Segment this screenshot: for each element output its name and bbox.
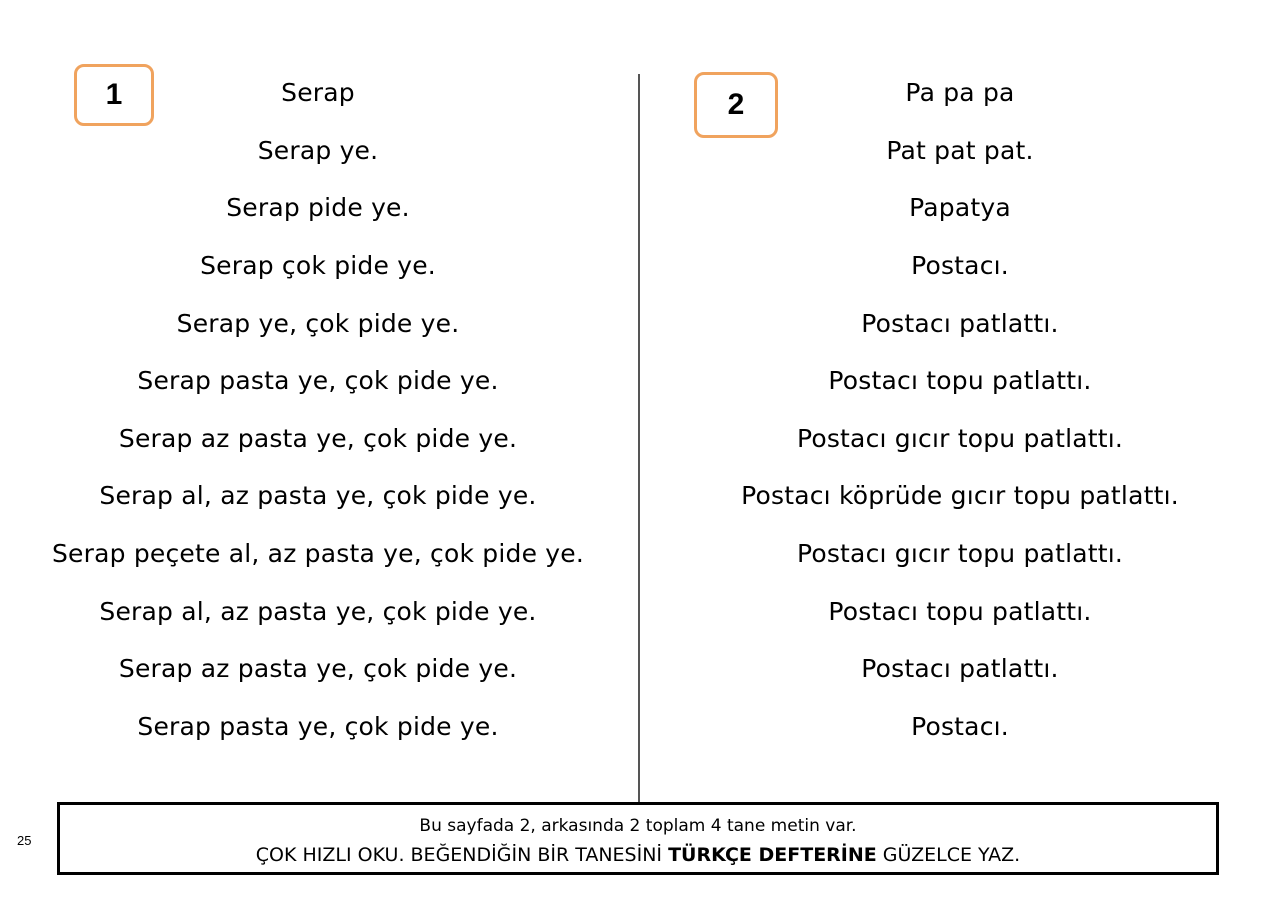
- text-2-line: Pat pat pat.: [886, 136, 1034, 165]
- instruction-text-end: GÜZELCE YAZ.: [876, 844, 1021, 866]
- text-1-line: Serap az pasta ye, çok pide ye.: [118, 424, 518, 453]
- instruction-emphasis: TÜRKÇE DEFTERİNE: [668, 844, 877, 866]
- text-2-line: Postacı.: [911, 712, 1009, 741]
- text-number-2-badge: 2: [694, 72, 778, 138]
- text-2-line: Postacı köprüde gıcır topu patlattı.: [741, 481, 1179, 510]
- instruction-line-1: Bu sayfada 2, arkasında 2 toplam 4 tane metin var.: [419, 816, 857, 836]
- column-divider: [638, 74, 640, 802]
- text-2-line: Papatya: [909, 193, 1011, 222]
- text-2-line: Postacı patlattı.: [861, 654, 1059, 683]
- text-1-line: Serap pasta ye, çok pide ye.: [137, 366, 499, 395]
- text-1-line: Serap: [281, 78, 355, 107]
- instruction-box: [57, 802, 1219, 875]
- text-1-line: Serap al, az pasta ye, çok pide ye.: [99, 481, 537, 510]
- text-2-line: Postacı patlattı.: [861, 309, 1059, 338]
- text-1-line: Serap peçete al, az pasta ye, çok pide ye.: [51, 539, 585, 568]
- text-1-line: Serap ye, çok pide ye.: [176, 309, 460, 338]
- text-2-line: Postacı gıcır topu patlattı.: [796, 424, 1124, 453]
- text-2-line: Postacı topu patlattı.: [828, 366, 1092, 395]
- text-2-line: Postacı gıcır topu patlattı.: [796, 539, 1124, 568]
- text-1-line: Serap ye.: [257, 136, 379, 165]
- instruction-text: ÇOK HIZLI OKU. BEĞENDİĞİN BİR TANESİNİ: [255, 844, 669, 866]
- text-1-line: Serap az pasta ye, çok pide ye.: [118, 654, 518, 683]
- text-2-line: Postacı.: [911, 251, 1009, 280]
- text-1-line: Serap çok pide ye.: [200, 251, 436, 280]
- text-1-line: Serap al, az pasta ye, çok pide ye.: [99, 597, 537, 626]
- page-number: 25: [17, 833, 32, 848]
- instruction-line-2: [60, 843, 1216, 867]
- text-1-line: Serap pasta ye, çok pide ye.: [137, 712, 499, 741]
- text-2-line: Postacı topu patlattı.: [828, 597, 1092, 626]
- text-number-1-badge: 1: [74, 64, 154, 126]
- text-2-line: Pa pa pa: [905, 78, 1015, 107]
- text-1-line: Serap pide ye.: [226, 193, 410, 222]
